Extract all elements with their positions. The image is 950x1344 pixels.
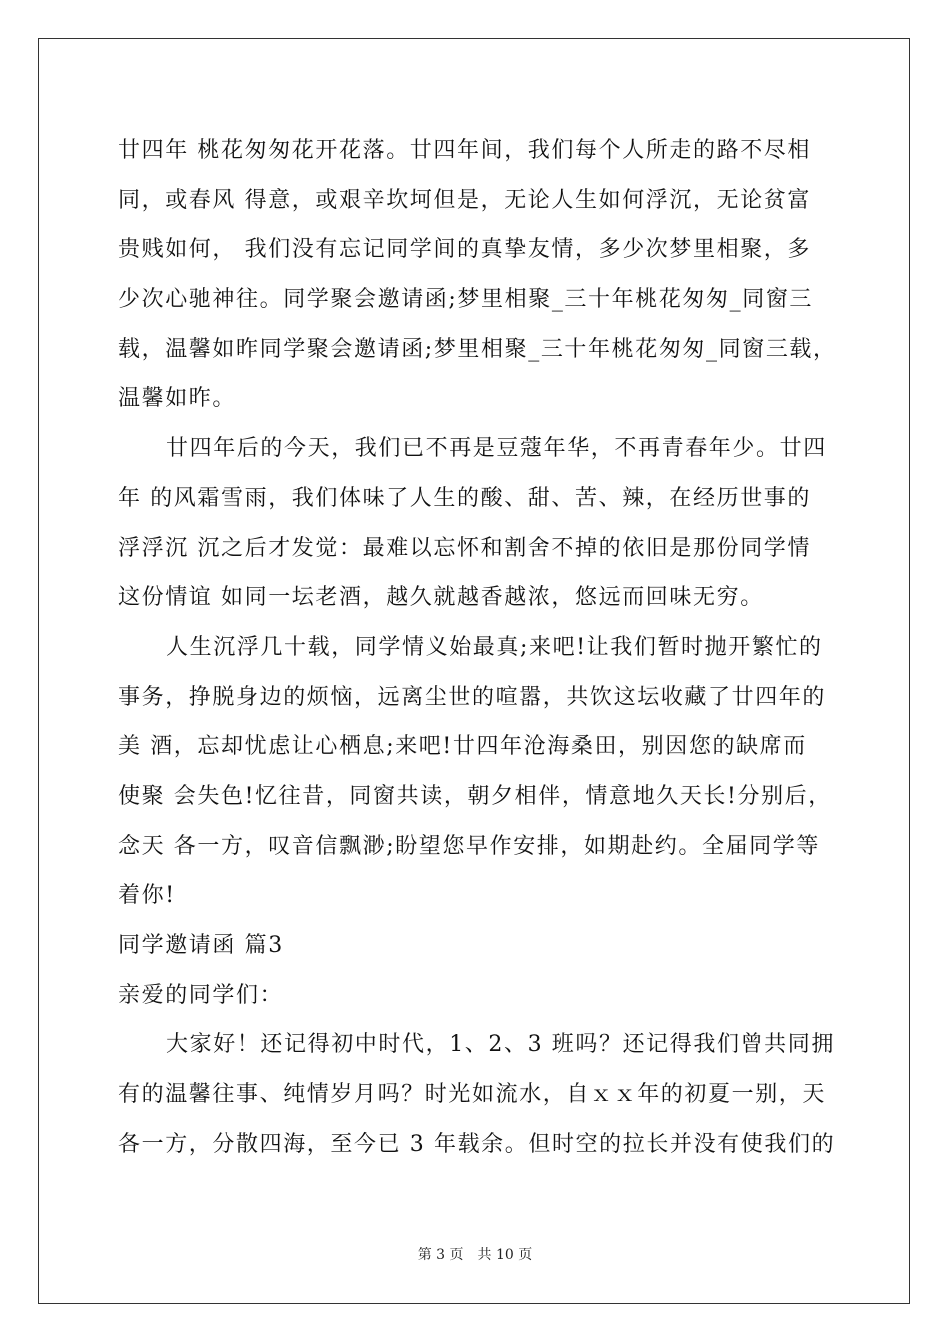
text-line: 使聚 会失色!忆往昔，同窗共读，朝夕相伴，情意地久天长!分别后， xyxy=(118,784,832,809)
text-line: 廿四年 桃花匆匆花开花落。廿四年间，我们每个人所走的路不尽相 xyxy=(118,138,811,163)
text-line: 温馨如昨。 xyxy=(118,386,237,411)
text-line: 年 的风霜雪雨，我们体味了人生的酸、甜、苦、辣，在经历世事的 xyxy=(118,486,811,511)
text-line: 载，温馨如昨同学聚会邀请函;梦里相聚_三十年桃花匆匆_同窗三载， xyxy=(118,337,837,362)
page-border xyxy=(38,38,910,1304)
text-line: 贵贱如何， 我们没有忘记同学间的真挚友情，多少次梦里相聚，多 xyxy=(118,237,811,262)
text-line: 浮浮沉 沉之后才发觉：最难以忘怀和割舍不掉的依旧是那份同学情 xyxy=(118,536,811,561)
text-line: 念天 各一方，叹音信飘渺;盼望您早作安排，如期赴约。全届同学等 xyxy=(118,834,821,859)
text-line: 各一方，分散四海，至今已 3 年载余。但时空的拉长并没有使我们的 xyxy=(118,1132,836,1157)
text-line: 这份情谊 如同一坛老酒，越久就越香越浓，悠远而回味无穷。 xyxy=(118,585,764,610)
page-number-footer: 第 3 页 共 10 页 xyxy=(417,1247,533,1263)
paragraph-start-line: 大家好！还记得初中时代，1、2、3 班吗？还记得我们曾共同拥 xyxy=(166,1032,835,1057)
text-line: 同，或春风 得意，或艰辛坎坷但是，无论人生如何浮沉，无论贫富 xyxy=(118,188,811,213)
text-line: 美 酒，忘却忧虑让心栖息;来吧!廿四年沧海桑田，别因您的缺席而 xyxy=(118,734,807,759)
salutation: 亲爱的同学们： xyxy=(118,983,284,1008)
text-line: 有的温馨往事、纯情岁月吗？时光如流水，自ｘｘ年的初夏一别，天 xyxy=(118,1082,827,1107)
text-line: 着你! xyxy=(118,883,176,908)
section-heading: 同学邀请函 篇3 xyxy=(118,933,284,958)
paragraph-start-line: 廿四年后的今天，我们已不再是豆蔻年华，不再青春年少。廿四 xyxy=(166,436,827,461)
text-line: 少次心驰神往。同学聚会邀请函;梦里相聚_三十年桃花匆匆_同窗三 xyxy=(118,287,814,312)
paragraph-start-line: 人生沉浮几十载，同学情义始最真;来吧!让我们暂时抛开繁忙的 xyxy=(166,635,823,660)
text-line: 事务，挣脱身边的烦恼，远离尘世的喧嚣，共饮这坛收藏了廿四年的 xyxy=(118,685,827,710)
